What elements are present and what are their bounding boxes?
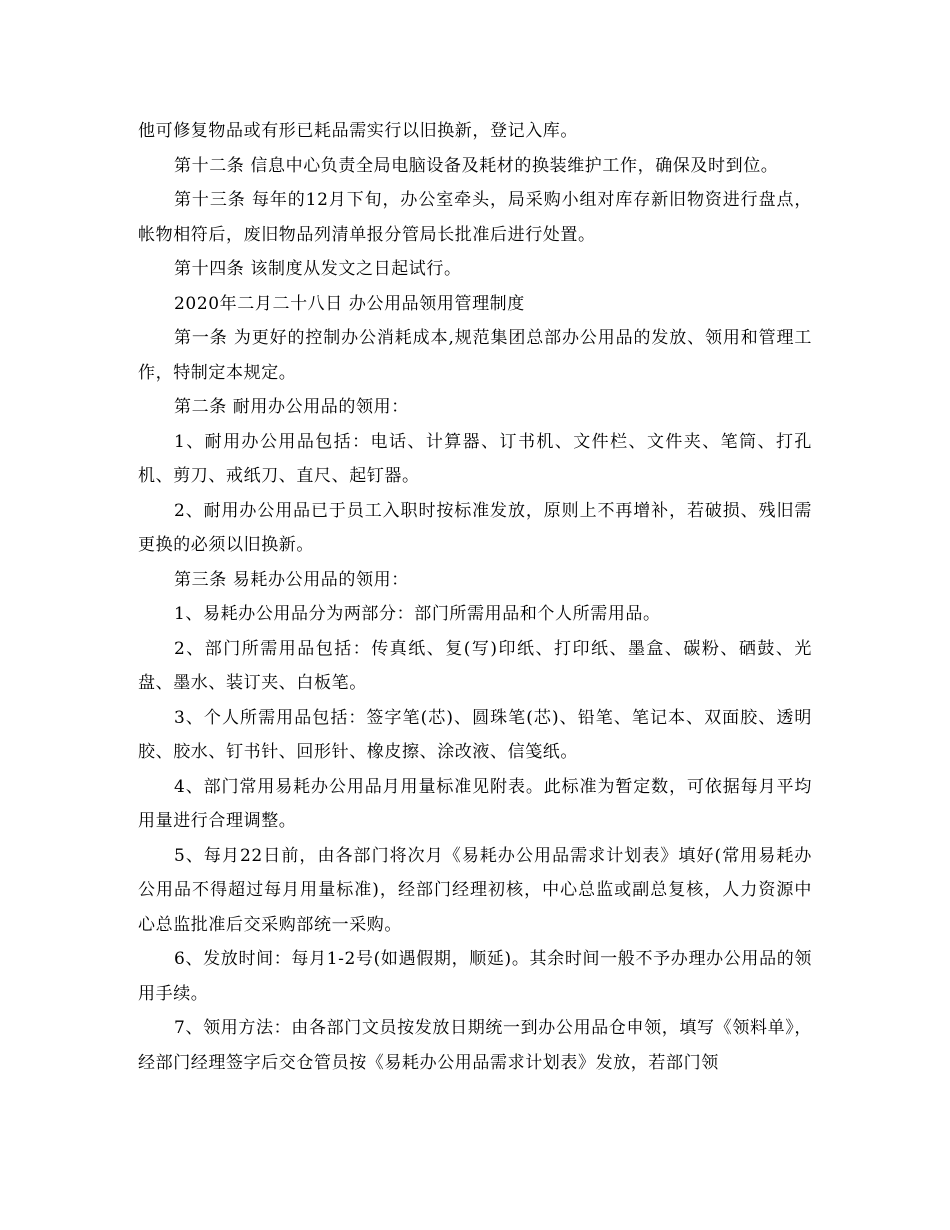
paragraph-article-13: 第十三条 每年的12月下旬，办公室牵头，局采购小组对库存新旧物资进行盘点，帐物相符后，废旧物品列清单报分管局长批准后进行处置。 (138, 190, 812, 245)
paragraph-article-2-item-1: 1、耐用办公用品包括：电话、计算器、订书机、文件栏、文件夹、笔筒、打孔机、剪刀、戒纸刀、直尺、起钉器。 (138, 431, 812, 486)
paragraph-article-14: 第十四条 该制度从发文之日起试行。 (174, 259, 462, 279)
document-body (138, 114, 812, 1080)
paragraph-article-12: 第十二条 信息中心负责全局电脑设备及耗材的换装维护工作，确保及时到位。 (174, 155, 779, 176)
paragraph-article-3-item-1: 1、易耗办公用品分为两部分：部门所需用品和个人所需用品。 (174, 604, 661, 624)
paragraph-article-3-item-7: 7、领用方法：由各部门文员按发放日期统一到办公用品仓申领，填写《领料单》，经部门经理签字后交仓管员按《易耗办公用品需求计划表》发放，若部门领 (138, 1018, 812, 1073)
paragraph-article-3-item-3: 3、个人所需用品包括：签字笔(芯)、圆珠笔(芯)、铅笔、笔记本、双面胶、透明胶、胶水、钉书针、回形针、橡皮擦、涂改液、信笺纸。 (138, 707, 812, 762)
paragraph-article-2-item-2: 2、耐用办公用品已于员工入职时按标准发放，原则上不再增补，若破损、残旧需更换的必须以旧换新。 (138, 500, 812, 555)
paragraph-date-title: 2020年二月二十八日 办公用品领用管理制度 (174, 293, 525, 314)
paragraph-article-3-item-2: 2、部门所需用品包括：传真纸、复(写)印纸、打印纸、墨盒、碳粉、硒鼓、光盘、墨水、装订夹、白板笔。 (138, 638, 812, 693)
paragraph-article-1: 第一条 为更好的控制办公消耗成本,规范集团总部办公用品的发放、领用和管理工作，特制定本规定。 (138, 328, 812, 383)
paragraph-article-3-item-4: 4、部门常用易耗办公用品月用量标准见附表。此标准为暂定数，可依据每月平均用量进行合理调整。 (138, 776, 812, 831)
paragraph-article-3: 第三条 易耗办公用品的领用： (174, 569, 409, 590)
paragraph-article-3-item-5: 5、每月22日前，由各部门将次月《易耗办公用品需求计划表》填好(常用易耗办公用品不得超过每月用量标准)，经部门经理初核，中心总监或副总复核，人力资源中心总监批准后交采购部统一采购。 (138, 845, 812, 935)
paragraph-continuation: 他可修复物品或有形已耗品需实行以旧换新，登记入库。 (138, 121, 578, 141)
paragraph-article-2: 第二条 耐用办公用品的领用： (174, 397, 409, 417)
paragraph-article-3-item-6: 6、发放时间：每月1-2号(如遇假期，顺延)。其余时间一般不予办理办公用品的领用手续。 (138, 949, 812, 1004)
